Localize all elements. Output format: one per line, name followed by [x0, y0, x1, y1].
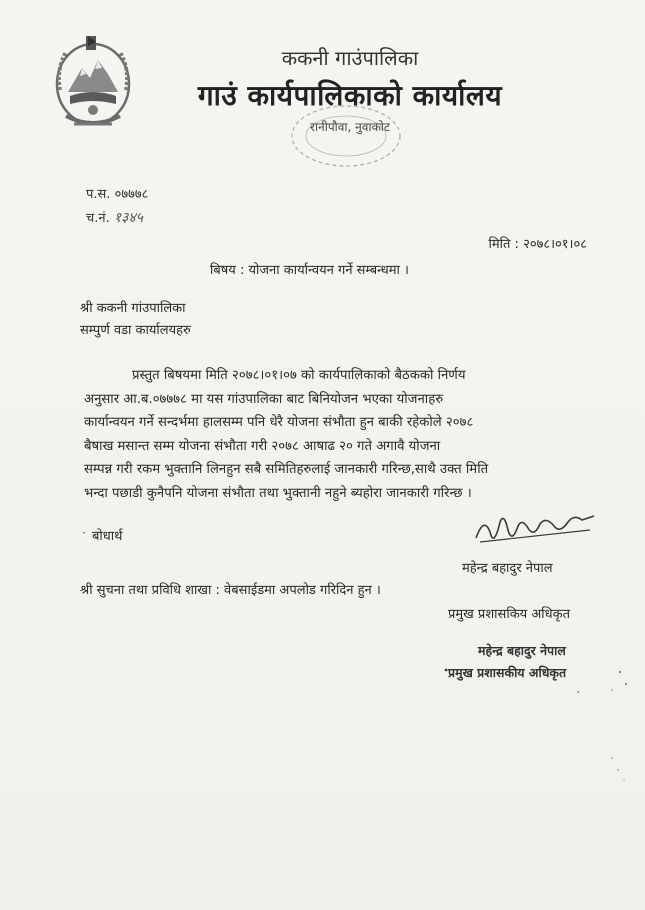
signatory-name: महेन्द्र बहादुर नेपाल [462, 561, 553, 576]
cc-bullet-icon: · [82, 526, 86, 540]
nepal-emblem-icon [52, 30, 134, 132]
cc-label: बोधार्थ [92, 529, 123, 544]
dispatch-ref [86, 208, 143, 227]
body-line: प्रस्तुत बिषयमा मिति २०७८।०१।०७ को कार्यपालिकाको बैठकको निर्णय [132, 368, 466, 383]
recipient-line-2: सम्पुर्ण वडा कार्यालयहरु [80, 323, 191, 338]
name-stamp: महेन्द्र बहादुर नेपाल [478, 643, 566, 658]
letter-body [84, 364, 610, 505]
dispatch-ref-value: १३४५ [113, 210, 144, 226]
fiscal-ref-label: प.स. [86, 187, 111, 202]
dispatch-ref-label: च.नं. [86, 211, 110, 226]
body-line: कार्यान्वयन गर्ने सन्दर्भमा हालसम्म पनि धेरै योजना संभौता हुन बाकी रहेकोले २०७८ [84, 415, 474, 430]
body-line: भन्दा पछाडी कुनैपनि योजना संभौता तथा भुक्तानी नहुने ब्यहोरा जानकारी गरिन्छ । [84, 485, 472, 501]
title-stamp: प्रमुख प्रशासकीय अधिकृत [448, 665, 567, 680]
recipient-line-1: श्री ककनी गांउपालिका [80, 301, 186, 316]
fiscal-ref-value: ०७७७८ [114, 187, 149, 202]
letter-subject: बिषय : योजना कार्यान्वयन गर्ने सम्बन्धमा । [210, 263, 409, 278]
letter-date: मिति : २०७८।०१।०८ [488, 237, 587, 252]
office-title: गाउं कार्यपालिकाको कार्यालय [197, 79, 503, 112]
cc-recipient-line: श्री सुचना तथा प्रविधि शाखा : वेबसाईडमा अपलोड गरिदिन हुन । [80, 583, 381, 598]
signatory-title: प्रमुख प्रशासकिय अधिकृत [448, 607, 571, 622]
body-line: अनुसार आ.ब.०७७७८ मा यस गांउपालिका बाट बिनियोजन भएका योजनाहरु [84, 391, 444, 407]
body-line: बैषाख मसान्त सम्म योजना संभौता गरी २०७८ आषाढ २० गते अगावै योजना [84, 438, 441, 454]
office-stamp-icon [286, 100, 406, 172]
municipality-name: ककनी गाउंपालिका [281, 46, 419, 70]
handwritten-signature-icon [470, 508, 600, 554]
office-location: रानीपौवा, नुवाकोट [310, 120, 390, 134]
fiscal-ref [86, 184, 148, 202]
body-line: सम्पन्न गरी रकम भुक्तानि लिनहुन सबै समितिहरुलाई जानकारी गरिन्छ,साथै उक्त मिति [84, 462, 489, 477]
